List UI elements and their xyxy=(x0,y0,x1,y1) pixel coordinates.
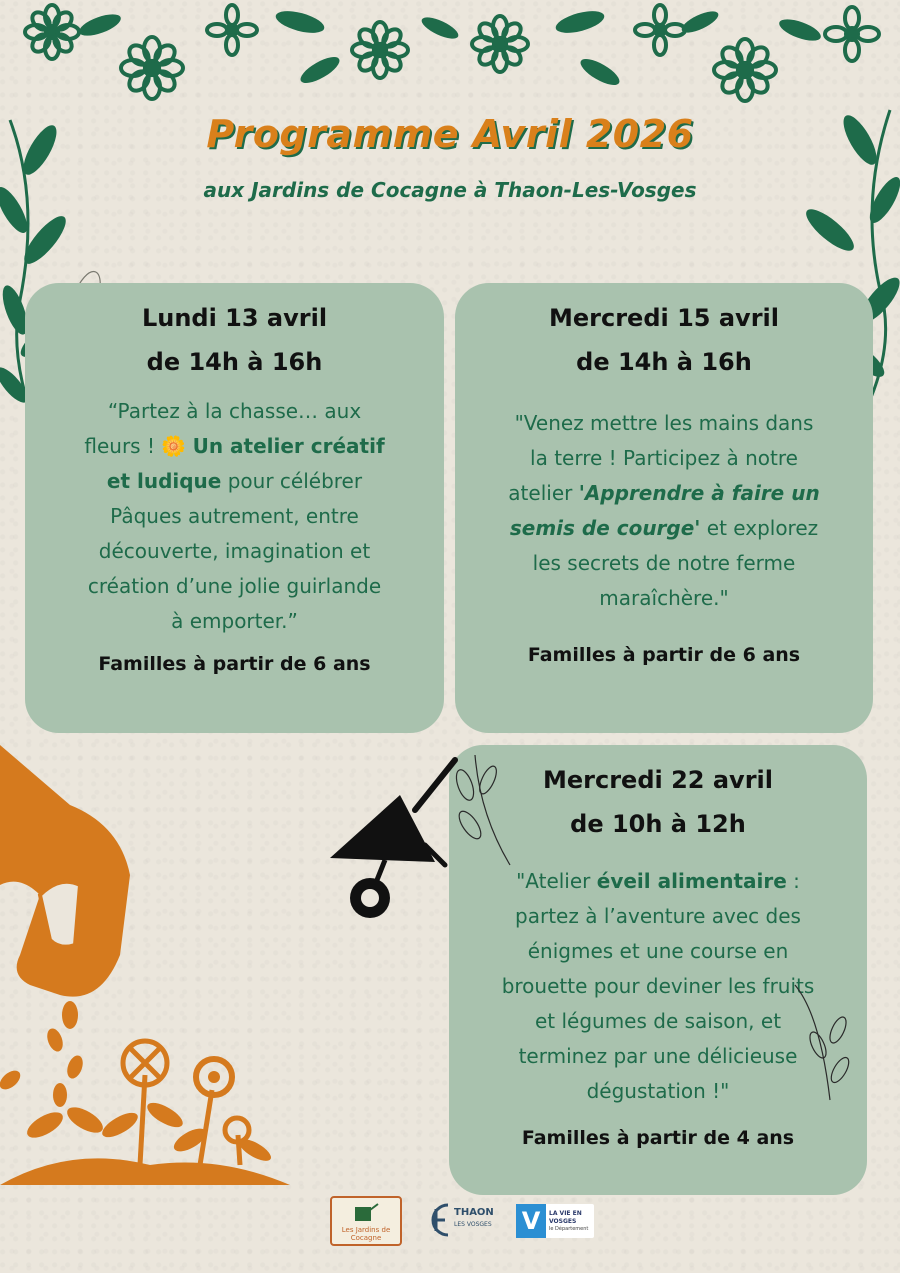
event-card-1 xyxy=(25,283,444,733)
logo-text: THAON xyxy=(454,1207,494,1218)
sketch-branch-decoration xyxy=(450,745,520,875)
desc-text: pour célébrer Pâques autrement, entre découverte, imagination et création d’une jolie guirlande à emporter.” xyxy=(87,469,382,633)
event-audience: Familles à partir de 4 ans xyxy=(521,1127,795,1149)
hand-planting-illustration xyxy=(0,745,290,1185)
logo-text: LA VIE EN VOSGES xyxy=(549,1210,582,1225)
desc-text: “Partez à la chasse… aux fleurs ! 🌼 xyxy=(84,399,362,458)
partner-logos xyxy=(330,1196,594,1246)
event-time: de 14h à 16h xyxy=(146,348,323,376)
event-description xyxy=(83,394,386,639)
event-day: Mercredi 15 avril xyxy=(549,304,779,332)
desc-text: "Venez mettre les mains dans la terre ! Participez à notre atelier xyxy=(508,411,814,505)
event-description xyxy=(505,406,823,616)
event-day: Lundi 13 avril xyxy=(141,304,328,332)
event-time: de 14h à 16h xyxy=(576,348,752,376)
watering-can-icon xyxy=(351,1200,381,1222)
thaon-emblem-icon xyxy=(424,1201,454,1239)
event-audience: Familles à partir de 6 ans xyxy=(98,653,371,675)
event-description xyxy=(501,864,815,1109)
page-title: Programme Avril 2026 xyxy=(206,112,694,156)
desc-text: : partez à l’aventure avec des énigmes et une course en brouette pour deviner les fruits et légumes de saison, et terminez par une délicieuse dégustation !" xyxy=(501,869,815,1103)
v-icon: V xyxy=(516,1204,546,1238)
page-subtitle: aux Jardins de Cocagne à Thaon-Les-Vosges xyxy=(203,178,697,202)
desc-highlight: 'Apprendre à faire un semis de courge' xyxy=(509,481,820,540)
event-card-2 xyxy=(455,283,873,733)
desc-highlight: éveil alimentaire xyxy=(596,869,787,893)
event-time: de 10h à 12h xyxy=(570,810,746,838)
logo-subtext: le Département xyxy=(549,1226,589,1232)
event-audience: Familles à partir de 6 ans xyxy=(527,644,801,666)
logo-jardins-de-cocagne xyxy=(330,1196,402,1246)
logo-vosges-departement xyxy=(516,1204,594,1238)
desc-highlight: Un atelier créatif et ludique xyxy=(106,434,385,493)
event-day: Mercredi 22 avril xyxy=(543,766,773,794)
logo-subtext: LES VOSGES xyxy=(454,1221,492,1228)
desc-text: "Atelier xyxy=(516,869,597,893)
logo-thaon xyxy=(424,1201,494,1241)
sketch-branch-decoration xyxy=(790,975,860,1105)
wheelbarrow-icon xyxy=(325,750,465,925)
logo-text: Les Jardins de Cocagne xyxy=(341,1226,391,1242)
desc-text: et explorez les secrets de notre ferme maraîchère." xyxy=(532,516,819,610)
